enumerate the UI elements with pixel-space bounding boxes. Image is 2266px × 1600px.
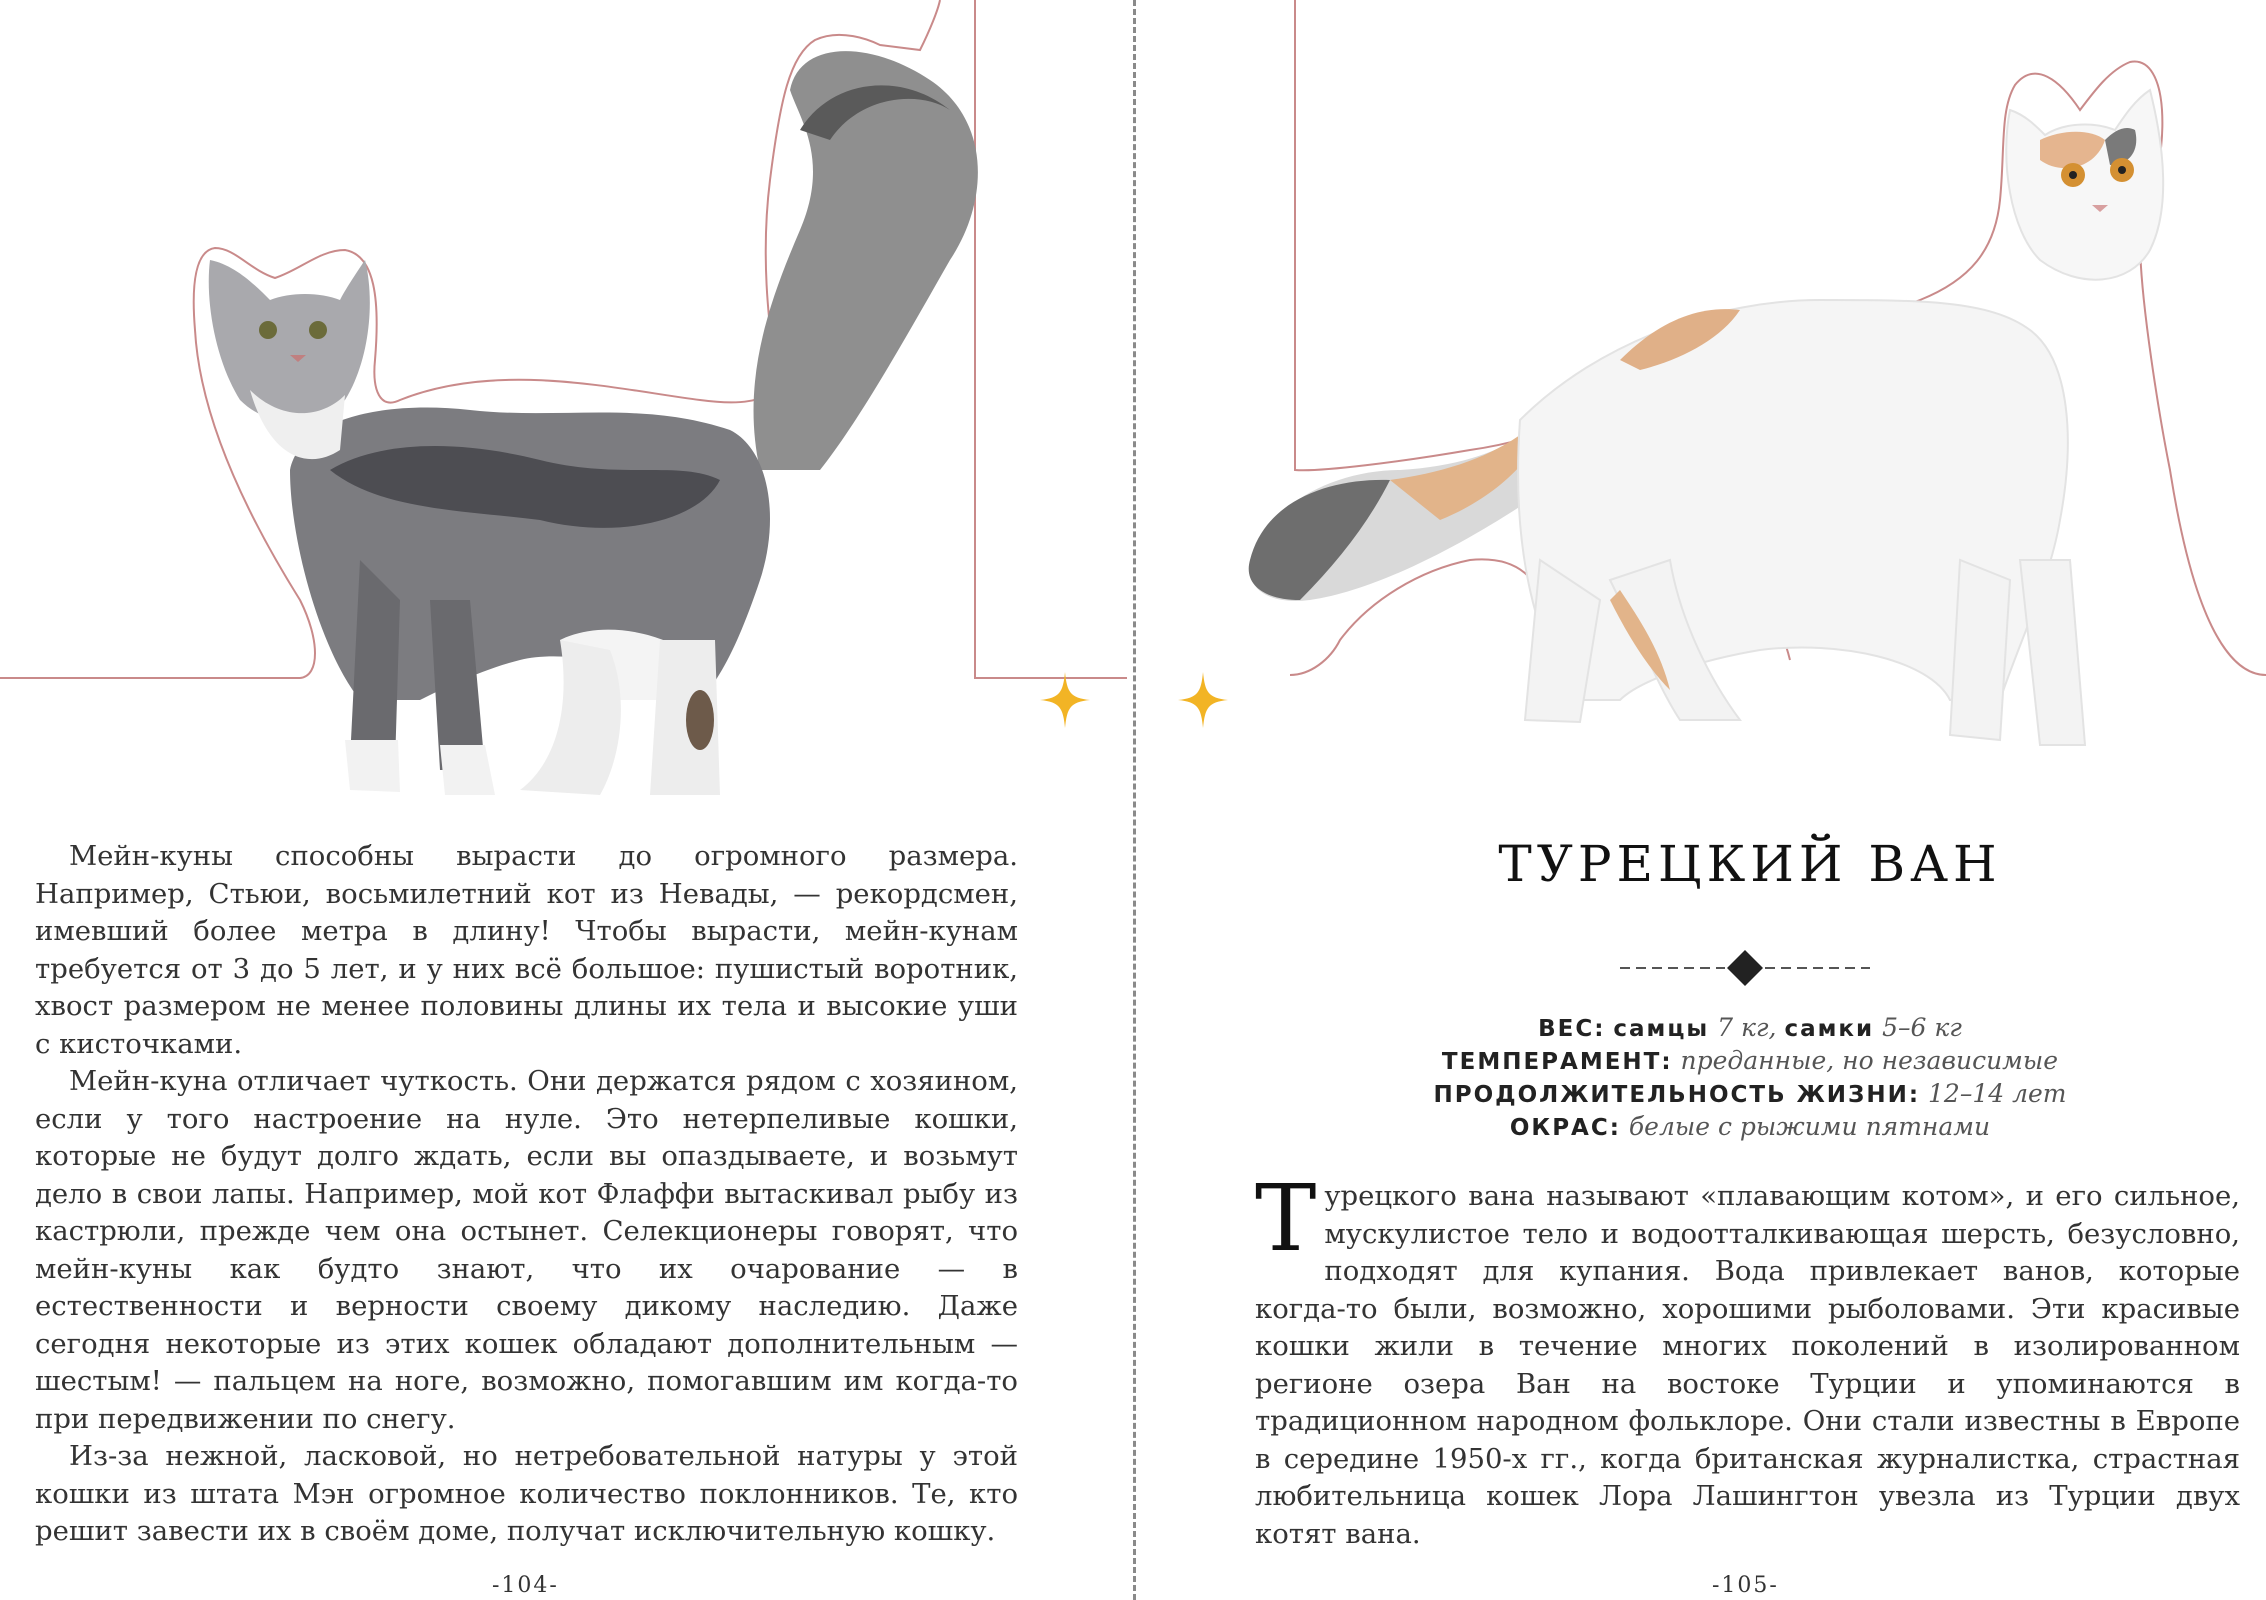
lifespan-row [1380, 1078, 2120, 1111]
paragraph: Мейн-куны способны вырасти до огромного размера. Например, Стьюи, восьмилетний кот из Невады, — рекордсмен, имевший более метра в длину! Чтобы вырасти, мейн-кунам требуется от 3 до 5 лет, и у них всё большое: пушистый воротник, хвост размером не менее половины длины их тела и высокие уши с кисточками. [35, 840, 1018, 1060]
temperament-value: преданные, но независимые [1680, 1046, 2059, 1075]
lifespan-label: ПРОДОЛЖИТЕЛЬНОСТЬ ЖИЗНИ: [1433, 1082, 1921, 1108]
paragraph-text: урецкого вана называют «плавающим котом», и его сильное, мускулистое тело и водоотталкивающая шерсть, безусловно, подходят для купания. Вода привлекает ванов, которые когда-то были, возможно, хорошими рыболовами. Эти красивые кошки жили в течение многих поколений в изолированном регионе озера Ван на востоке Турции и упоминаются в традиционном народном фольклоре. Они стали известны в Европе в середине 1950-х гг., когда британская журналистка, страстная любительница кошек Лора Лашингтон увезла из Турции двух котят вана. [1255, 1180, 2240, 1550]
turkish-van-text [1255, 1165, 2240, 1553]
color-label: ОКРАС: [1509, 1115, 1621, 1141]
weight-label: ВЕС: [1538, 1016, 1606, 1042]
breed-stats [1380, 1012, 2120, 1144]
diamond-divider-icon [1620, 948, 1870, 988]
color-value: белые с рыжими пятнами [1628, 1112, 1991, 1141]
drop-cap: Т [1255, 1165, 1317, 1272]
females-value: 5–6 кг [1882, 1013, 1962, 1042]
weight-row [1380, 1012, 2120, 1045]
cat-tail [754, 51, 978, 470]
page-number: -104- [492, 1573, 559, 1598]
cat-head [209, 260, 370, 423]
temperament-row [1380, 1045, 2120, 1078]
star-ornament-icon [1040, 672, 1090, 728]
breed-title: ТУРЕЦКИЙ ВАН [1498, 835, 2002, 893]
males-label: самцы [1613, 1016, 1710, 1042]
page-number: -105- [1712, 1573, 1779, 1598]
females-label: самки [1784, 1016, 1875, 1042]
paragraph [1255, 1165, 2240, 1553]
left-page [0, 0, 1127, 1600]
color-row [1380, 1111, 2120, 1144]
lifespan-value: 12–14 лет [1928, 1079, 2067, 1108]
maine-coon-text [35, 838, 1018, 1551]
cat-head [2006, 90, 2163, 280]
paragraph: Из-за нежной, ласковой, но нетребовательной натуры у этой кошки из штата Мэн огромное количество поклонников. Те, кто решит завести их в своём доме, получат исключительную кошку. [35, 1440, 1018, 1547]
temperament-label: ТЕМПЕРАМЕНТ: [1441, 1049, 1673, 1075]
star-ornament-icon [1178, 672, 1228, 728]
paragraph: Мейн-куна отличает чуткость. Они держатся рядом с хозяином, если у того настроение на нуле. Это нетерпеливые кошки, которые не будут долго ждать, если вы опаздываете, и возьмут дело в свои лапы. Например, мой кот Флаффи вытаскивал рыбу из кастрюли, прежде чем она остынет. Селекционеры говорят, что мейн-куны как будто знают, что их очарование — в естественности и верности своему дикому наследию. Даже сегодня некоторые из этих кошек обладают дополнительным — шестым! — пальцем на ноге, возможно, помогавшим им когда-то при передвижении по снегу. [35, 1065, 1018, 1435]
book-spine [1133, 0, 1136, 1600]
males-value: 7 кг, [1717, 1013, 1777, 1042]
